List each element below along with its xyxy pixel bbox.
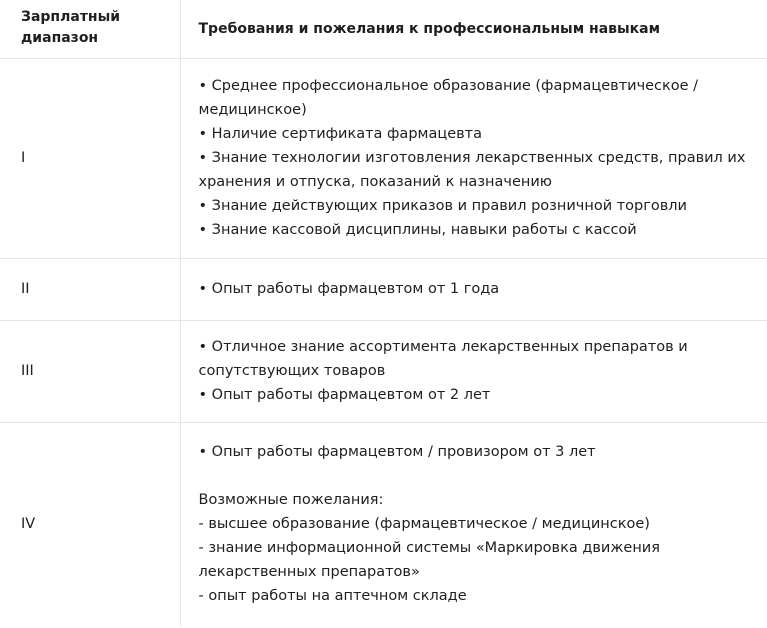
requirement-line: • Опыт работы фармацевтом от 1 года [198, 281, 500, 297]
requirement-line: • Наличие сертификата фармацевта [198, 126, 483, 142]
requirement-line: • Среднее профессиональное образование (фармацевтическое / [198, 78, 699, 94]
requirement-line: • Знание действующих приказов и правил розничной торговли [198, 198, 687, 214]
requirement-line: • Отличное знание ассортимента лекарственных препаратов и [198, 339, 688, 355]
range-cell: IV [0, 422, 180, 627]
requirement-line: • Знание кассовой дисциплины, навыки работы с кассой [198, 222, 637, 238]
table-row [0, 422, 767, 627]
table-row [0, 258, 767, 320]
table-row [0, 320, 767, 422]
wishes-heading: Возможные пожелания: [198, 491, 384, 508]
requirement-line: сопутствующих товаров [198, 363, 386, 379]
table-row [0, 58, 767, 258]
range-cell: I [0, 58, 180, 258]
header-requirements: Требования и пожелания к профессиональным навыкам [180, 0, 767, 58]
requirement-line: медицинское) [198, 102, 307, 118]
requirements-cell [180, 258, 767, 320]
requirement-line: хранения и отпуска, показаний к назначению [198, 174, 552, 190]
requirement-line: • Знание технологии изготовления лекарственных средств, правил их [198, 150, 746, 166]
requirement-line: • Опыт работы фармацевтом / провизором от 3 лет [198, 443, 596, 460]
header-salary-range-line-2: диапазон [21, 30, 99, 46]
range-cell: III [0, 320, 180, 422]
requirements-cell [180, 422, 767, 627]
requirement-line: • Опыт работы фармацевтом от 2 лет [198, 387, 491, 403]
requirement-line: лекарственных препаратов» [198, 563, 420, 580]
paragraph-gap [199, 464, 718, 488]
header-salary-range-line-1: Зарплатный [21, 9, 121, 25]
requirement-line: - опыт работы на аптечном складе [198, 587, 467, 604]
table-header-row [0, 0, 767, 58]
header-salary-range [0, 0, 180, 58]
requirements-cell [180, 58, 767, 258]
requirement-line: - знание информационной системы «Маркировка движения [198, 539, 660, 556]
requirements-cell [180, 320, 767, 422]
requirement-line: - высшее образование (фармацевтическое / медицинское) [198, 515, 650, 532]
range-cell: II [0, 258, 180, 320]
